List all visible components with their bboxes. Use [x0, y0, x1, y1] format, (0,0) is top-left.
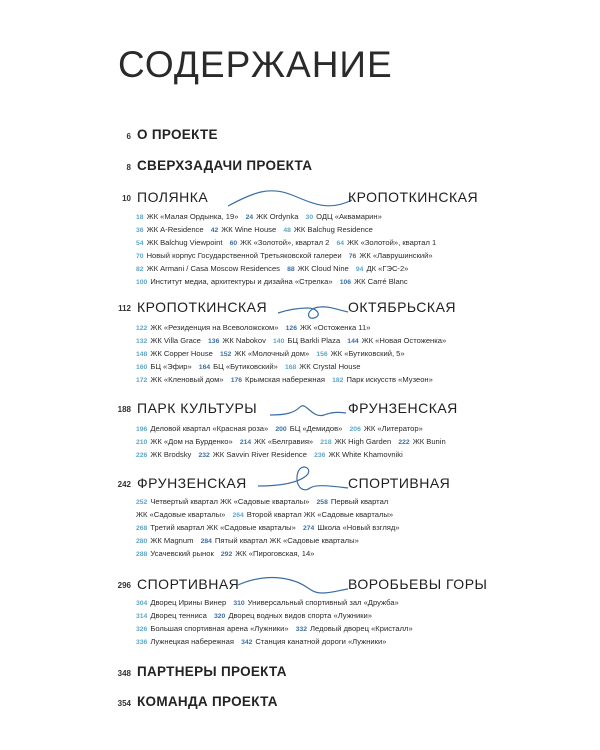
list-line — [136, 212, 387, 221]
list-item[interactable]: 226 ЖК Brodsky — [136, 450, 192, 459]
section-from: ПОЛЯНКА — [137, 189, 209, 205]
list-item[interactable]: 218 ЖК High Garden — [320, 437, 392, 446]
list-line — [136, 362, 366, 371]
list-line — [136, 611, 377, 620]
list-item[interactable]: 42 ЖК Wine House — [210, 225, 277, 234]
list-item[interactable]: 320 Дворец водных видов спорта «Лужники» — [213, 611, 372, 620]
list-item[interactable]: 332 Ледовый дворец «Кристалл» — [295, 624, 413, 633]
list-item[interactable]: 88 ЖК Cloud Nine — [287, 264, 349, 273]
list-item[interactable]: 326 Большая спортивная арена «Лужники» — [136, 624, 289, 633]
list-line — [136, 510, 398, 519]
list-line — [136, 277, 413, 286]
list-item[interactable]: 30 ОДЦ «Аквамарин» — [305, 212, 382, 221]
section-to: ВОРОБЬЕВЫ ГОРЫ — [348, 576, 488, 592]
list-item[interactable]: 200 БЦ «Демидов» — [275, 424, 343, 433]
list-line — [136, 251, 438, 260]
page-title: СОДЕРЖАНИЕ — [118, 44, 393, 85]
list-item[interactable]: 310 Универсальный спортивный зал «Дружба» — [233, 598, 399, 607]
list-item[interactable]: 152 ЖК «Молочный дом» — [219, 349, 310, 358]
list-line — [136, 598, 404, 607]
list-item[interactable]: 172 ЖК «Кленовый дом» — [136, 375, 224, 384]
page-number: 242 — [117, 480, 131, 489]
page-number: 10 — [122, 194, 131, 203]
list-item[interactable]: 292 ЖК «Пироговская, 14» — [220, 549, 315, 558]
list-line — [136, 450, 408, 459]
list-line — [136, 497, 393, 506]
list-item[interactable]: 76 ЖК «Лаврушинский» — [348, 251, 433, 260]
list-item[interactable]: 336 Лужнецкая набережная — [136, 637, 234, 646]
list-item[interactable]: 304 Дворец Ирины Винер — [136, 598, 227, 607]
list-item[interactable]: 36 ЖК A-Residence — [136, 225, 204, 234]
list-item[interactable]: 164 БЦ «Бутиковский» — [198, 362, 278, 371]
list-line — [136, 349, 410, 358]
list-item[interactable]: 18 ЖК «Малая Ордынка, 19» — [136, 212, 239, 221]
entry-label: ПАРТНЕРЫ ПРОЕКТА — [137, 664, 287, 679]
section-from: КРОПОТКИНСКАЯ — [137, 299, 268, 315]
list-item[interactable]: 222 ЖК Bunin — [398, 437, 446, 446]
section-to: СПОРТИВНАЯ — [348, 475, 451, 491]
list-line — [136, 523, 405, 532]
page-number: 354 — [117, 699, 131, 708]
list-item[interactable]: 148 ЖК Copper House — [136, 349, 213, 358]
list-line — [136, 437, 451, 446]
list-line — [136, 264, 413, 273]
section-to: ОКТЯБРЬСКАЯ — [348, 299, 457, 315]
list-item[interactable]: 176 Крымская набережная — [230, 375, 325, 384]
list-item[interactable]: 314 Дворец тенниса — [136, 611, 207, 620]
list-item[interactable]: 132 ЖК Villa Grace — [136, 336, 201, 345]
list-item[interactable]: 48 ЖК Balchug Residence — [283, 225, 373, 234]
page-number: 188 — [117, 405, 131, 414]
list-item[interactable]: 264 Второй квартал ЖК «Садовые кварталы» — [232, 510, 394, 519]
list-item[interactable]: 126 ЖК «Остоженка 11» — [285, 323, 371, 332]
list-item[interactable]: 60 ЖК «Золотой», квартал 2 — [229, 238, 330, 247]
list-item[interactable]: 284 Пятый квартал ЖК «Садовые кварталы» — [200, 536, 359, 545]
list-line — [136, 238, 441, 247]
toc-entry[interactable] — [108, 127, 218, 142]
page-number: 6 — [126, 132, 131, 141]
section-to: КРОПОТКИНСКАЯ — [348, 189, 479, 205]
list-line — [136, 549, 319, 558]
entry-label: О ПРОЕКТЕ — [137, 127, 218, 142]
page-number: 112 — [118, 304, 131, 313]
list-item[interactable]: 274 Школа «Новый взгляд» — [302, 523, 400, 532]
list-item[interactable]: 144 ЖК «Новая Остоженка» — [347, 336, 447, 345]
list-line — [136, 424, 428, 433]
list-item[interactable]: 136 ЖК Nabokov — [208, 336, 266, 345]
list-item[interactable]: 160 БЦ «Эфир» — [136, 362, 192, 371]
list-item[interactable]: 258 Первый квартал — [316, 497, 389, 506]
toc-entry[interactable] — [108, 694, 278, 709]
list-item[interactable]: 280 ЖК Magnum — [136, 536, 194, 545]
page-number: 296 — [117, 581, 131, 590]
list-item[interactable]: 168 ЖК Crystal House — [284, 362, 361, 371]
page-number: 8 — [126, 163, 131, 172]
list-item[interactable]: 64 ЖК «Золотой», квартал 1 — [336, 238, 437, 247]
list-item[interactable]: 24 ЖК Ordynka — [245, 212, 299, 221]
list-line — [136, 375, 438, 384]
list-line — [136, 637, 391, 646]
section-from: СПОРТИВНАЯ — [137, 576, 240, 592]
list-line — [136, 336, 451, 345]
list-item[interactable]: 196 Деловой квартал «Красная роза» — [136, 424, 269, 433]
entry-label: КОМАНДА ПРОЕКТА — [137, 694, 278, 709]
list-item[interactable]: 232 ЖК Savvin River Residence — [198, 450, 307, 459]
list-item[interactable]: 206 ЖК «Литератор» — [349, 424, 423, 433]
toc-entry[interactable] — [108, 158, 312, 173]
list-item[interactable]: 252 Четвертый квартал ЖК «Садовые кварталы» — [136, 497, 310, 506]
list-item[interactable]: 210 ЖК «Дом на Бурденко» — [136, 437, 233, 446]
entry-label: СВЕРХЗАДАЧИ ПРОЕКТА — [137, 158, 313, 173]
list-item[interactable]: 268 Третий квартал ЖК «Садовые кварталы» — [136, 523, 296, 532]
list-line — [136, 323, 375, 332]
list-item[interactable]: 156 ЖК «Бутиковский, 5» — [316, 349, 405, 358]
list-item[interactable]: 122 ЖК «Резиденция на Всеволожском» — [136, 323, 279, 332]
section-to: ФРУНЗЕНСКАЯ — [348, 400, 458, 416]
section-from: ПАРК КУЛЬТУРЫ — [137, 400, 258, 416]
list-item[interactable]: 94 ДК «ГЭС-2» — [355, 264, 409, 273]
section-from: ФРУНЗЕНСКАЯ — [137, 475, 247, 491]
page-number: 348 — [117, 669, 131, 678]
list-item[interactable]: 82 ЖК Armani / Casa Moscow Residences — [136, 264, 280, 273]
list-line — [136, 536, 364, 545]
list-item[interactable]: 288 Усачевский рынок — [136, 549, 214, 558]
list-item[interactable]: 70 Новый корпус Государственной Третьяковской галереи — [136, 251, 342, 260]
list-item[interactable]: 342 Станция канатной дороги «Лужники» — [241, 637, 387, 646]
list-item[interactable]: 54 ЖК Balchug Viewpoint — [136, 238, 223, 247]
list-item[interactable]: 140 БЦ Barkli Plaza — [273, 336, 341, 345]
list-item[interactable]: ЖК «Садовые кварталы» — [136, 510, 226, 519]
toc-entry[interactable] — [108, 664, 287, 679]
list-item[interactable]: 182 Парк искусств «Музеон» — [332, 375, 433, 384]
list-line — [136, 225, 378, 234]
list-item[interactable]: 100 Институт медиа, архитектуры и дизайна «Стрелка» — [136, 277, 333, 286]
list-item[interactable]: 106 ЖК Carré Blanc — [339, 277, 408, 286]
list-item[interactable]: 214 ЖК «Белгравия» — [239, 437, 314, 446]
list-line — [136, 624, 418, 633]
list-item[interactable]: 236 ЖК White Khamovniki — [314, 450, 403, 459]
